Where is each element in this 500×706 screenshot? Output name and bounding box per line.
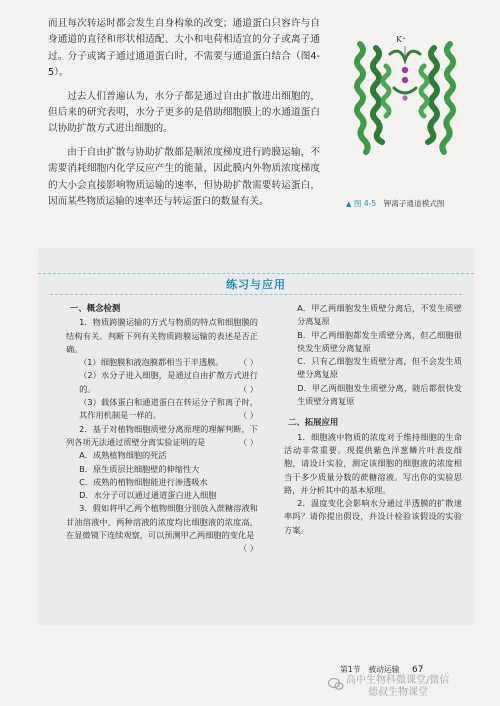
extended-application-heading: 二、拓展应用	[288, 417, 339, 428]
q2-option-d: D．水分子可以通过通道蛋白进入细胞	[79, 490, 217, 501]
extension-question-2: 2．温度变化会影响水分通过半透膜的扩散速率吗？请你提出假设，并设计检验该假设的实验方案。	[284, 498, 462, 535]
q3-option-b: B．甲乙两细胞都发生质壁分离，但乙细胞很快发生质壁分离复原	[297, 329, 462, 353]
potassium-ion	[402, 67, 408, 73]
q1-item-text: （1）细胞膜和液泡膜都相当于半透膜。	[79, 357, 224, 368]
watermark-line-1: 高中生物科微课堂/微信	[346, 675, 450, 686]
practice-title: 练习与应用	[218, 276, 294, 292]
body-text-column	[48, 16, 320, 210]
q3-option-c: C．只有乙细胞发生质壁分离，但不会发生质壁分离复原	[297, 356, 462, 380]
paragraph-3: 由于自由扩散与协助扩散都是顺浓度梯度进行跨膜运输，不需要消耗细胞内化学反应产生的能量，因此膜内外物质浓度梯度的大小会直接影响物质运输的速率，但协助扩散需要转运蛋白，因而某些物质运输的速率还与转运蛋白的数量有关。	[48, 146, 320, 208]
wechat-logo-icon	[328, 677, 344, 691]
answer-blank: （ ）	[239, 436, 258, 447]
practice-left-column	[66, 302, 258, 556]
answer-blank: （ ）	[239, 383, 258, 394]
page-footer	[340, 664, 423, 675]
question-1-stem: 1．物质跨膜运输的方式与物质的特点和细胞膜的结构有关。判断下列有关物质跨膜运输的表述是否正确。	[66, 317, 258, 354]
ion-label: K⁺	[396, 35, 407, 44]
potassium-ion	[402, 77, 408, 83]
potassium-channel-figure	[338, 26, 473, 176]
watermark	[328, 675, 498, 701]
question-3-stem	[66, 502, 258, 554]
question-2-text: 2．基于对植物细胞质壁分离原理的理解判断，下列各项无法通过质壁分离实验证明的是	[66, 423, 258, 447]
watermark-line-2: 德叔生物课堂	[368, 687, 428, 698]
q2-option-b: B．原生质层比细胞壁的伸缩性大	[79, 463, 200, 474]
potassium-ion	[402, 95, 407, 100]
figure-caption	[346, 198, 476, 209]
q1-item-text: （3）载体蛋白和通道蛋白在转运分子和离子时，其作用机制是一样的。	[79, 397, 258, 421]
paragraph-2: 过去人们普遍认为，水分子都是通过自由扩散进出细胞的，但后来的研究表明，水分子更多的是借助细胞膜上的水通道蛋白以协助扩散方式进出细胞的。	[48, 90, 320, 135]
footer-section-title: 第1节 被动运输	[340, 665, 400, 674]
figure-number: 图 4-5	[353, 199, 377, 208]
q1-item	[66, 356, 258, 369]
practice-section	[38, 248, 474, 625]
q3-option-d: D．甲乙两细胞发生质壁分离，随后都很快发生质壁分离复原	[297, 382, 462, 407]
q2-option-c: C．成熟的植物细胞能进行渗透吸水	[79, 476, 208, 487]
potassium-channel-illustration	[338, 26, 473, 176]
q1-item-text: （2）水分子进入细胞，是通过自由扩散方式进行的。	[79, 370, 258, 394]
answer-blank: （ ）	[239, 357, 258, 368]
answer-blank: （ ）	[239, 410, 258, 421]
practice-title-divider	[50, 294, 462, 295]
extension-question-1: 1．细胞液中物质的浓度对于维持细胞的生命活动非常重要。现提供紫色洋葱鳞片叶表皮细胞，请设计实验，测定该细胞的细胞液的浓度相当于多少质量分数的蔗糖溶液。写出你的实验思路，并分析其中的基本原理。	[284, 431, 462, 495]
practice-header-band	[38, 248, 474, 274]
paragraph-1: 而且每次转运时都会发生自身构象的改变；通道蛋白只容许与自身通道的直径和形状相适配、大小和电荷相适宜的分子或离子通过。分子或离子通过通道蛋白时，不需要与通道蛋白结合（图4-5）。	[48, 18, 320, 79]
question-3-text: 3．假如将甲乙两个植物细胞分别放入蔗糖溶液和甘油溶液中，两种溶液的浓度均比细胞液的浓度高，在显微镜下连续观察，可以预测甲乙两细胞的变化是	[66, 503, 258, 541]
q1-item	[66, 369, 258, 396]
q3-option-a: A．甲乙两细胞发生质壁分离后，不发生质壁分离复原	[297, 303, 462, 327]
concept-check-heading: 一、概念检测	[70, 303, 121, 313]
practice-right-column	[284, 302, 462, 537]
caption-marker: ▲	[346, 200, 352, 208]
answer-blank: （ ）	[239, 543, 258, 554]
page-number: 67	[412, 665, 424, 675]
q2-option-a: A．成熟植物细胞的死活	[79, 450, 167, 461]
question-2-stem	[66, 423, 258, 450]
q1-item	[66, 396, 258, 423]
figure-caption-text: 钾离子通道模式图	[383, 199, 445, 208]
